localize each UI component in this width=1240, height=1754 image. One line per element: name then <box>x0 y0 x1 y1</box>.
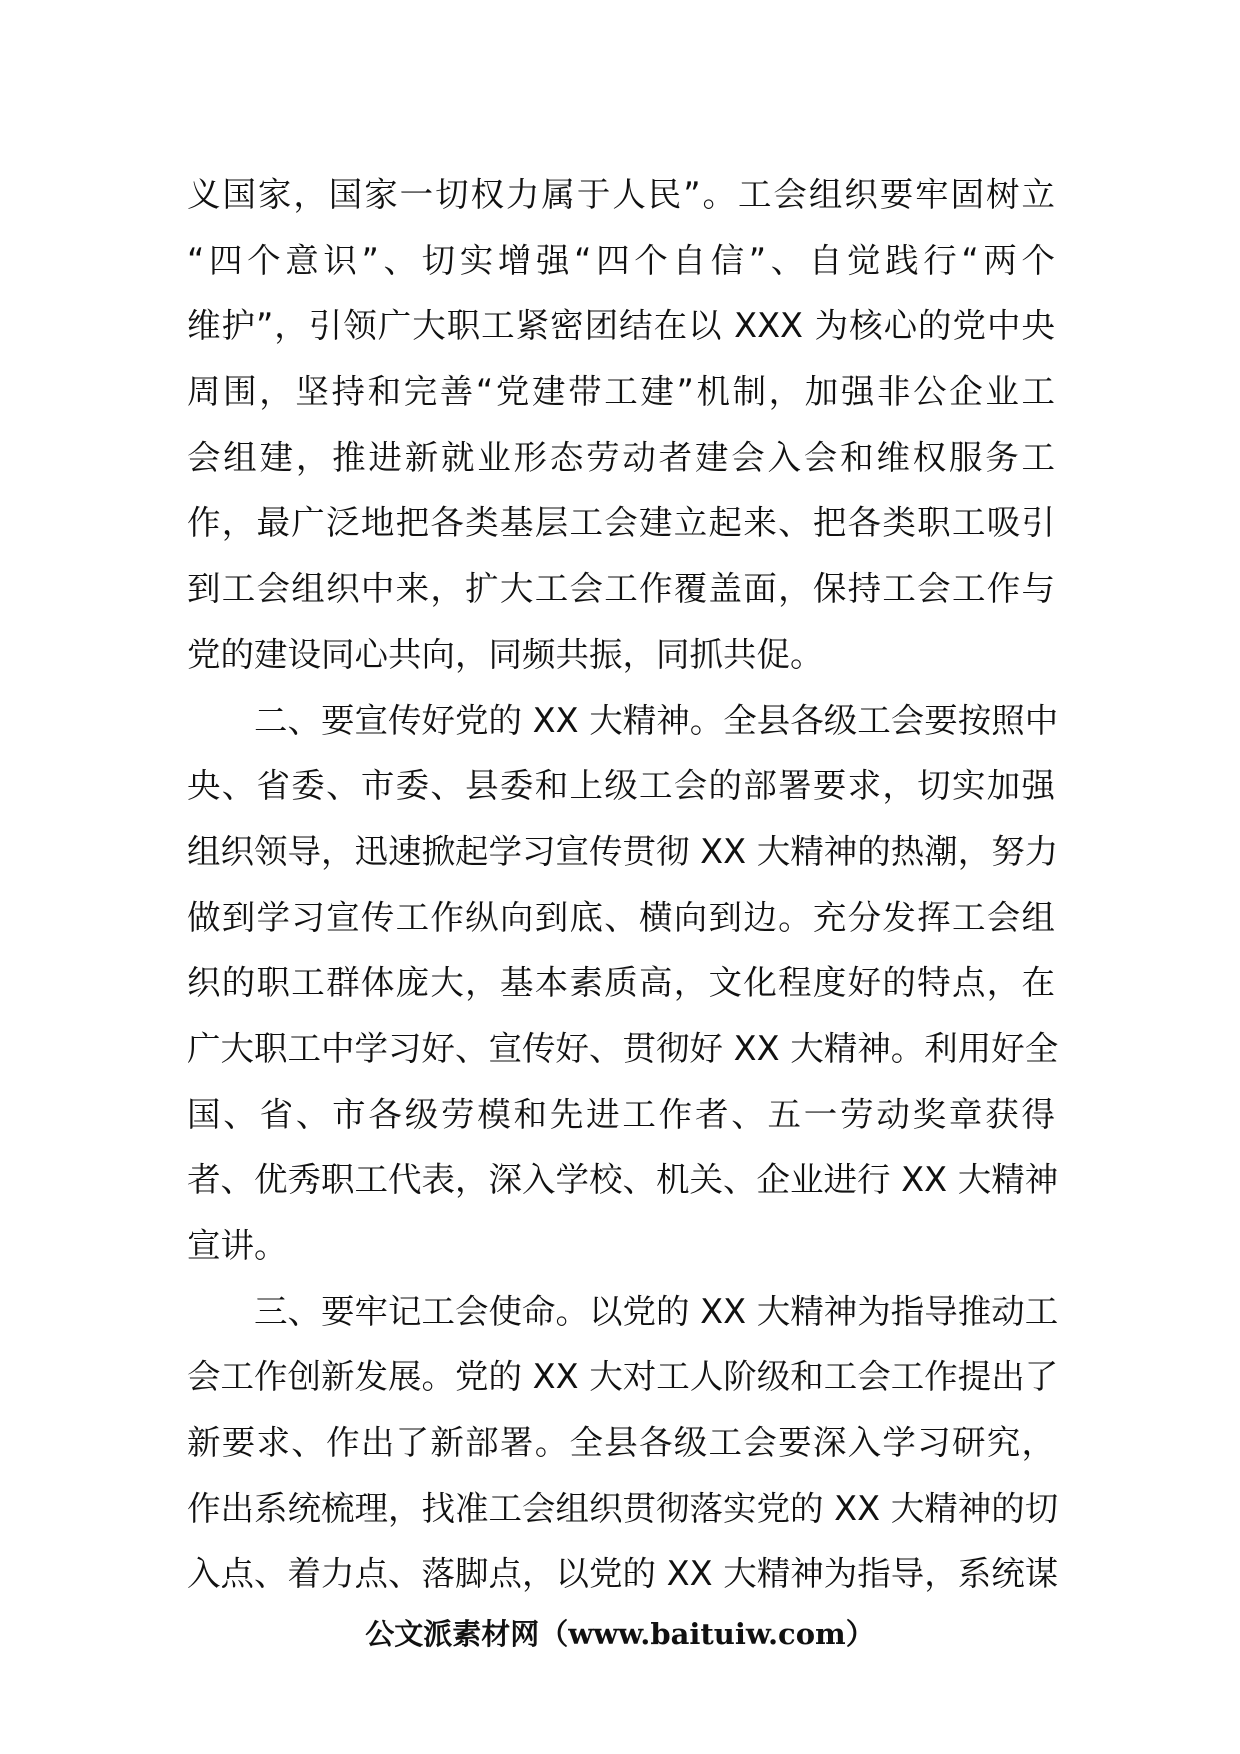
text-line: 广大职工中学习好、宣传好、贯彻好 XX 大精神。利用好全 <box>187 1028 1059 1068</box>
text-line: 作出系统梳理，找准工会组织贯彻落实党的 XX 大精神的切 <box>187 1488 1059 1528</box>
text-line: “四个意识”、切实增强“四个自信”、自觉践行“两个 <box>187 240 1055 280</box>
text-line: 入点、着力点、落脚点，以党的 XX 大精神为指导，系统谋 <box>187 1554 1059 1594</box>
text-line: 党的建设同心共向，同频共振，同抓共促。 <box>187 634 824 674</box>
text-line: 国、省、市各级劳模和先进工作者、五一劳动奖章获得 <box>187 1094 1055 1134</box>
document-body <box>187 162 1059 1607</box>
text-line: 新要求、作出了新部署。全县各级工会要深入学习研究， <box>187 1423 1055 1463</box>
text-line: 维护”，引领广大职工紧密团结在以 XXX 为核心的党中央 <box>187 306 1055 346</box>
text-line: 义国家，国家一切权力属于人民”。工会组织要牢固树立 <box>187 175 1055 214</box>
text-line: 周围，坚持和完善“党建带工建”机制，加强非公企业工 <box>187 372 1055 412</box>
text-line: 二、要宣传好党的 XX 大精神。全县各级工会要按照中 <box>254 700 1059 740</box>
text-line: 到工会组织中来，扩大工会工作覆盖面，保持工会工作与 <box>187 569 1055 609</box>
text-line: 织的职工群体庞大，基本素质高，文化程度好的特点，在 <box>187 963 1055 1003</box>
text-line: 会组建，推进新就业形态劳动者建会入会和维权服务工 <box>187 437 1055 477</box>
footer-watermark: 公文派素材网（www.baituiw.com） <box>365 1617 875 1651</box>
text-line: 会工作创新发展。党的 XX 大对工人阶级和工会工作提出了 <box>187 1357 1059 1397</box>
text-line: 者、优秀职工代表，深入学校、机关、企业进行 XX 大精神 <box>187 1160 1059 1200</box>
text-line: 作，最广泛地把各类基层工会建立起来、把各类职工吸引 <box>187 503 1055 543</box>
text-line: 做到学习宣传工作纵向到底、横向到边。充分发挥工会组 <box>187 897 1055 937</box>
text-line: 宣讲。 <box>187 1226 288 1265</box>
text-line: 央、省委、市委、县委和上级工会的部署要求，切实加强 <box>187 766 1055 806</box>
text-line: 三、要牢记工会使命。以党的 XX 大精神为指导推动工 <box>254 1291 1059 1331</box>
text-line: 组织领导，迅速掀起学习宣传贯彻 XX 大精神的热潮，努力 <box>187 831 1059 871</box>
